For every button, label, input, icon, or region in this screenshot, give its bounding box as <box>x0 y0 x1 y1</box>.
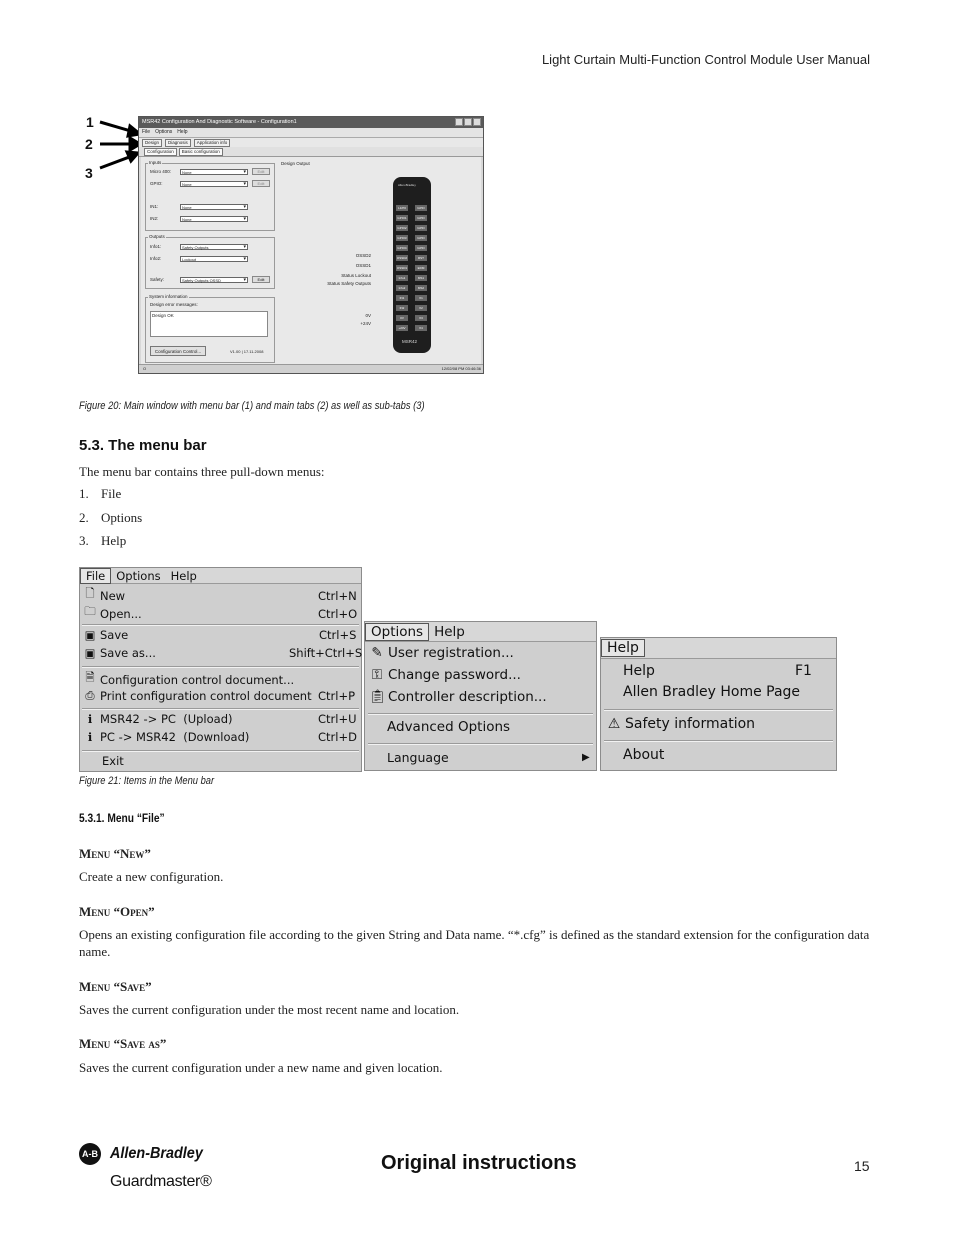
entry-new-text: Create a new configuration. <box>79 869 224 884</box>
system-info-group <box>145 294 275 363</box>
menu-item-label: Save as... <box>100 646 156 660</box>
list-text: File <box>101 486 122 501</box>
guardmaster-wordmark: Guardmaster® <box>110 1173 212 1190</box>
menu-item-upload[interactable] <box>83 712 361 726</box>
menu-options[interactable]: Options <box>116 568 161 583</box>
list-item-options <box>79 510 142 526</box>
safety-edit-button[interactable]: Edit <box>252 276 270 283</box>
subtab-configuration[interactable]: Configuration <box>144 148 177 156</box>
menu-item-label: Change password... <box>388 667 521 683</box>
menu-item-label: Save <box>100 628 129 642</box>
info-icon: ℹ <box>87 712 93 726</box>
new-document-icon: 🗋 <box>85 586 95 600</box>
in2-select[interactable]: None ▾ <box>180 216 248 222</box>
maximize-icon[interactable] <box>464 118 472 126</box>
entry-new-heading: Menu “New” <box>79 846 151 861</box>
field-label: IN1: <box>150 204 159 209</box>
module-terminal-right: X2 <box>415 305 427 311</box>
menu-separator <box>368 743 593 745</box>
options-menu-screenshot <box>364 621 597 771</box>
module-terminal-left: +24V <box>396 325 408 331</box>
save-disk-icon: ▣ <box>84 628 96 642</box>
menu-item-shortcut: Ctrl+O <box>318 606 358 621</box>
outputs-group-label: Outputs <box>149 234 165 239</box>
module-terminal-right: EDM <box>415 265 427 271</box>
menu-item-shortcut: Ctrl+U <box>318 712 357 726</box>
inputs-group <box>145 160 275 231</box>
menu-separator <box>82 624 359 626</box>
page-number: 15 <box>854 1158 870 1174</box>
module-terminal-right: X3 <box>415 315 427 321</box>
tab-design[interactable]: Design <box>142 139 162 147</box>
input-row-in1 <box>150 203 248 210</box>
menu-item-user-registration[interactable] <box>369 645 596 661</box>
micro400-select[interactable]: None ▾ <box>180 169 248 175</box>
save-as-disk-icon: ▣ <box>84 646 96 660</box>
module-terminal-left: OSSD2 <box>396 256 408 260</box>
field-label: GPIO: <box>150 181 163 186</box>
minimize-icon[interactable] <box>455 118 463 126</box>
menu-item-save-as[interactable] <box>83 646 361 660</box>
module-brand: Allen-Bradley <box>398 183 416 187</box>
file-menu-screenshot <box>79 567 362 772</box>
key-icon: ⚿ <box>371 667 383 683</box>
menu-item-label: Controller description... <box>388 689 547 705</box>
version-label: V1.00 | 17.11.2008 <box>230 349 264 354</box>
status-datetime: 12/02/08 PM 03:46:36 <box>441 366 481 371</box>
section-intro: The menu bar contains three pull-down menus: <box>79 464 325 479</box>
output-label-24v: +24V <box>360 321 371 326</box>
submenu-arrow-icon: ▶ <box>582 752 590 763</box>
arrow-3 <box>100 156 132 168</box>
subtab-basic-configuration[interactable]: Basic configuration <box>179 148 223 156</box>
window-body <box>141 157 481 365</box>
msr42-module-image <box>393 177 431 353</box>
menu-item-label: Configuration control document... <box>100 672 295 687</box>
menu-item-label: About <box>623 747 665 763</box>
menu-item-new[interactable] <box>83 586 361 605</box>
module-terminal-left: OSSD1 <box>396 266 408 270</box>
menu-file[interactable]: File <box>142 129 151 135</box>
options-menu-bar <box>365 622 596 642</box>
module-terminal-right: X1 <box>415 295 427 301</box>
menu-item-label: Help <box>623 663 655 679</box>
document-icon: 🗎 <box>85 670 95 684</box>
module-terminal-right: MS1 <box>415 275 427 281</box>
menu-options[interactable]: Options <box>155 129 173 135</box>
module-terminal-left: 0V <box>396 315 408 321</box>
module-terminal-left: L1/P0 <box>396 205 408 211</box>
menu-help[interactable]: Help <box>177 129 188 135</box>
list-number: 2. <box>79 510 89 525</box>
list-number: 1. <box>79 486 89 501</box>
safety-select[interactable]: Safety Outputs OSSD ▾ <box>180 277 248 283</box>
menu-options[interactable]: Options <box>365 623 429 641</box>
module-terminal-right: GPIO <box>415 215 427 221</box>
callout-3: 3 <box>85 165 93 181</box>
running-header: Light Curtain Multi-Function Control Module User Manual <box>541 52 870 67</box>
arrow-3-head <box>127 152 138 161</box>
menu-item-advanced-options[interactable] <box>387 719 596 735</box>
input-row-micro400 <box>150 168 270 175</box>
gpio-edit-button[interactable]: Edit <box>252 180 270 187</box>
output-label-status-safety-outputs: Status Safety Outputs <box>327 281 371 286</box>
menu-item-label: Advanced Options <box>387 719 511 735</box>
menu-item-shortcut: F1 <box>795 663 812 679</box>
entry-save-as-heading: Menu “Save as” <box>79 1036 167 1051</box>
module-terminal-left: GPIO4 <box>397 246 407 250</box>
output-label-0v: 0V <box>365 313 371 318</box>
menu-help[interactable]: Help <box>170 568 197 583</box>
list-item-help <box>79 533 126 549</box>
menu-item-help[interactable] <box>623 663 836 679</box>
output-row-info2 <box>150 255 248 262</box>
allen-bradley-wordmark: Allen-Bradley <box>110 1145 203 1162</box>
menu-item-label: Print configuration control document <box>100 688 312 703</box>
module-terminal-left: GPIO2 <box>397 226 407 230</box>
module-terminal-right: GPIO <box>415 225 427 231</box>
menu-item-safety-information[interactable] <box>606 716 836 732</box>
menu-separator <box>368 713 593 715</box>
configuration-control-button[interactable]: Configuration Control... <box>150 346 206 356</box>
menu-item-label: Allen Bradley Home Page <box>623 684 801 700</box>
list-item-file <box>79 486 121 502</box>
menu-separator <box>604 709 833 711</box>
module-terminal-left: IN2 <box>396 305 408 311</box>
window-title-bar <box>139 117 483 128</box>
warning-icon: ⚠ <box>607 716 621 732</box>
list-number: 3. <box>79 533 89 548</box>
help-menu-screenshot <box>600 637 837 771</box>
input-row-in2 <box>150 215 248 222</box>
module-terminal-left: GPIO1 <box>397 216 407 220</box>
menu-item-label: PC -> MSR42 (Download) <box>100 730 250 744</box>
output-label-status-lockout: Status Lockout <box>341 273 371 278</box>
subsection-heading: 5.3.1. Menu “File” <box>79 811 165 825</box>
output-row-info1 <box>150 243 248 250</box>
input-row-gpio <box>150 180 270 187</box>
callout-1: 1 <box>86 114 94 130</box>
status-left: O <box>143 366 147 371</box>
menu-item-exit[interactable] <box>102 754 361 768</box>
close-icon[interactable] <box>473 118 481 126</box>
menu-item-shortcut: Ctrl+S <box>319 628 357 642</box>
callout-2: 2 <box>85 136 93 152</box>
app-window-screenshot <box>138 116 484 374</box>
menu-item-config-control-doc[interactable] <box>83 670 361 689</box>
menu-help[interactable]: Help <box>434 623 465 640</box>
user-registration-icon: ✎ <box>371 645 383 661</box>
module-terminal-right: MS2 <box>415 285 427 291</box>
menu-item-label: MSR42 -> PC (Upload) <box>100 712 233 726</box>
module-terminal-left: Info2 <box>396 285 408 291</box>
entry-save-heading: Menu “Save” <box>79 979 152 994</box>
menu-separator <box>82 708 359 710</box>
menu-item-label: Language <box>387 750 449 765</box>
menu-item-save[interactable] <box>83 628 361 642</box>
clipboard-icon: 📋︎ <box>369 689 387 705</box>
menu-separator <box>82 750 359 752</box>
entry-open-text: Opens an existing configuration file according to the given String and Data name. “*.cfg” is defined as the standard extension for the configuration data name. <box>79 927 870 959</box>
module-terminal-right: RST <box>415 255 427 261</box>
menu-item-shortcut: Ctrl+P <box>318 688 356 703</box>
allen-bradley-guardmaster-logo <box>79 1143 219 1199</box>
system-info-label: System information <box>149 294 188 299</box>
menu-item-label: New <box>100 588 126 603</box>
output-row-safety <box>150 276 270 283</box>
menu-item-shortcut: Shift+Ctrl+S <box>289 646 363 660</box>
module-terminal-right: GPIO <box>415 205 427 211</box>
list-text: Help <box>101 533 127 548</box>
inputs-group-label: Inputs <box>149 160 162 165</box>
file-menu-bar <box>80 568 361 584</box>
menu-item-open[interactable] <box>83 604 361 623</box>
sub-tabs <box>139 147 483 157</box>
field-label: Safety: <box>150 277 165 282</box>
menu-item-language[interactable] <box>387 750 596 765</box>
main-tabs <box>139 138 483 147</box>
info-icon: ℹ <box>87 730 93 744</box>
entry-open-heading: Menu “Open” <box>79 904 155 919</box>
micro400-edit-button[interactable]: Edit <box>252 168 270 175</box>
module-terminal-left: IN1 <box>396 295 408 301</box>
menu-item-print-config-doc[interactable] <box>83 688 361 703</box>
section-heading: 5.3. The menu bar <box>79 437 207 454</box>
figure-21-caption: Figure 21: Items in the Menu bar <box>79 775 215 787</box>
module-terminal-right: X4 <box>415 325 427 331</box>
module-terminal-right: GPIO <box>415 235 427 241</box>
printer-icon: ⎙ <box>85 688 95 702</box>
window-menu-bar <box>139 128 483 138</box>
design-errors-label: Design error messages: <box>150 302 198 307</box>
window-status-bar <box>139 364 483 373</box>
design-messages-box[interactable]: Design OK <box>150 311 268 337</box>
design-output-label: Design Output <box>281 161 310 166</box>
entry-save-text: Saves the current configuration under the most recent name and location. <box>79 1002 460 1017</box>
info2-select[interactable]: Lockout ▾ <box>180 256 248 262</box>
gpio-select[interactable]: None ▾ <box>180 181 248 187</box>
ab-badge-logo: A-B <box>79 1143 101 1165</box>
menu-item-download[interactable] <box>83 730 361 744</box>
tab-diagnosis[interactable]: Diagnosis <box>165 139 191 147</box>
list-text: Options <box>101 510 143 525</box>
figure-20-caption: Figure 20: Main window with menu bar (1) and main tabs (2) as well as sub-tabs (3) <box>79 400 425 412</box>
module-name: MSR42 <box>402 339 418 344</box>
field-label: IN2: <box>150 216 159 221</box>
open-folder-icon: 🗀 <box>84 604 96 618</box>
output-label-ossd1: OSSD1 <box>355 263 371 268</box>
menu-item-label: User registration... <box>388 645 514 661</box>
field-label: Info2: <box>150 256 162 261</box>
menu-item-shortcut: Ctrl+N <box>318 588 357 603</box>
field-label: Micro 400: <box>150 169 172 174</box>
module-terminal-right: GPIO <box>415 245 427 251</box>
menu-item-controller-description[interactable] <box>369 689 596 705</box>
menu-item-change-password[interactable] <box>369 667 596 683</box>
menu-file[interactable]: File <box>80 568 111 584</box>
tab-application-info[interactable]: Application info <box>194 139 231 147</box>
outputs-group <box>145 234 275 289</box>
menu-help[interactable]: Help <box>601 639 645 657</box>
menu-item-shortcut: Ctrl+D <box>318 730 357 744</box>
original-instructions-label: Original instructions <box>381 1152 577 1174</box>
menu-item-allen-bradley-home[interactable] <box>623 684 836 700</box>
module-terminal-left: GPIO3 <box>397 236 407 240</box>
menu-separator <box>604 740 833 742</box>
menu-item-label: Open... <box>100 606 142 621</box>
menu-item-label: Exit <box>102 754 124 768</box>
menu-separator <box>82 666 359 668</box>
help-menu-bar <box>601 638 836 659</box>
field-label: Info1: <box>150 244 162 249</box>
info1-select[interactable]: Safety Outputs ▾ <box>180 244 248 250</box>
in1-select[interactable]: None ▾ <box>180 204 248 210</box>
menu-item-label: Safety information <box>625 716 756 732</box>
entry-save-as-text: Saves the current configuration under a new name and given location. <box>79 1060 443 1075</box>
menu-item-about[interactable] <box>623 747 836 763</box>
window-title: MSR42 Configuration And Diagnostic Software - Configuration1 <box>142 119 297 125</box>
module-terminal-left: Info1 <box>396 275 408 281</box>
output-label-ossd2: OSSD2 <box>355 253 371 258</box>
